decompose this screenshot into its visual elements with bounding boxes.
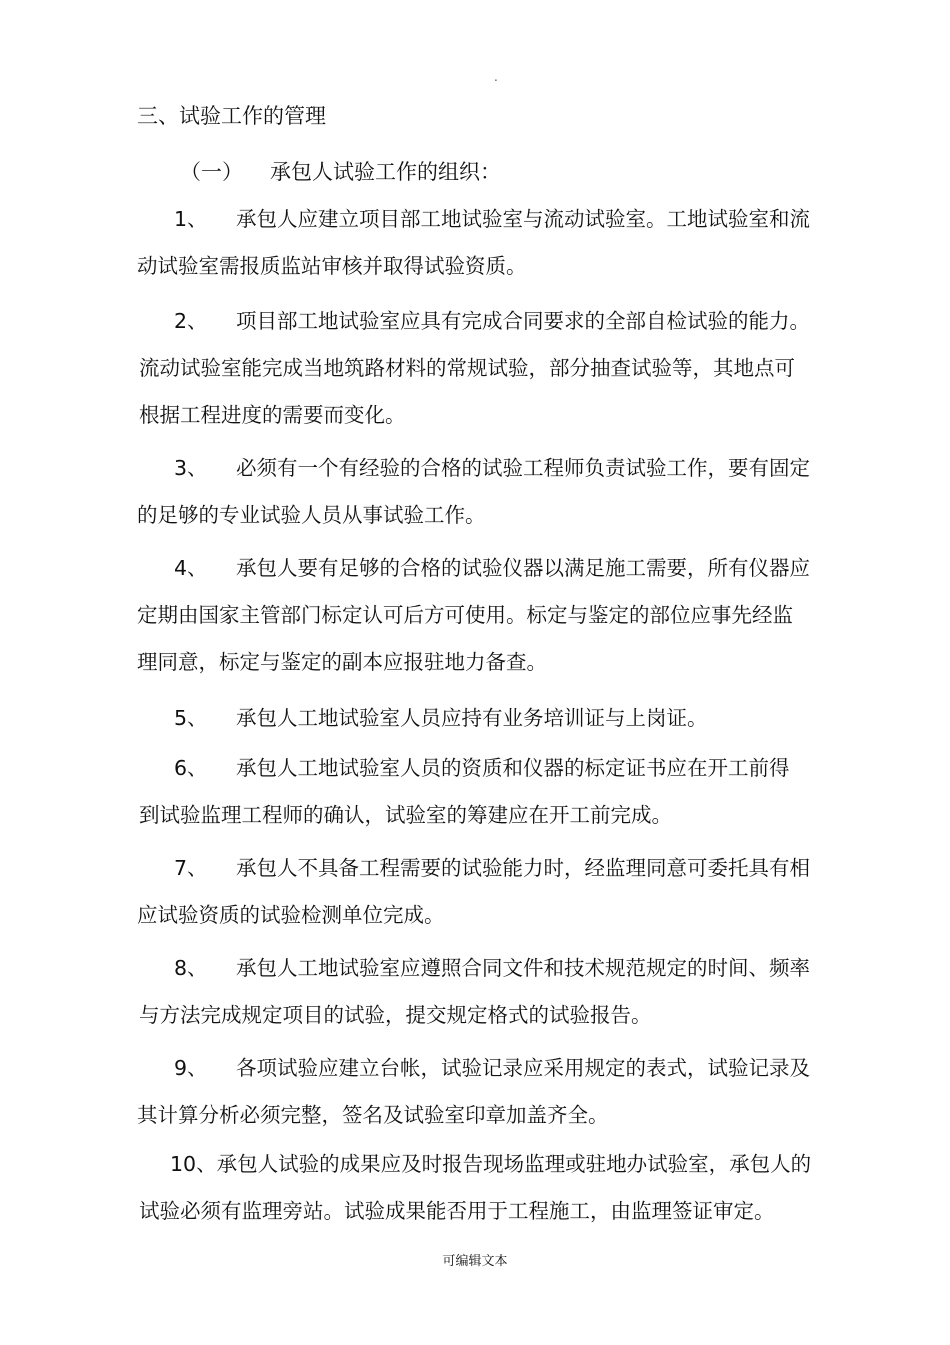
item-number: 10、 — [170, 1152, 217, 1176]
item-line: 承包人试验的成果应及时报告现场监理或驻地办试验室，承包人的 — [216, 1152, 812, 1176]
list-item — [137, 1141, 827, 1235]
item-line: 理同意，标定与鉴定的副本应报驻地力备查。 — [137, 650, 547, 674]
item-line: 与方法完成规定项目的试验，提交规定格式的试验报告。 — [139, 1003, 652, 1027]
subsection-label: （一） — [180, 160, 243, 184]
item-line: 承包人工地试验室人员的资质和仪器的标定证书应在开工前得 — [236, 756, 790, 780]
subsection-text: 承包人试验工作的组织： — [270, 160, 501, 184]
item-number: 2、 — [174, 309, 208, 333]
item-number: 3、 — [174, 456, 208, 480]
item-line: 根据工程进度的需要而变化。 — [139, 403, 406, 427]
list-item — [137, 445, 827, 539]
item-line: 各项试验应建立台帐，试验记录应采用规定的表式，试验记录及 — [236, 1056, 810, 1080]
item-line: 必须有一个有经验的合格的试验工程师负责试验工作，要有固定 — [236, 456, 810, 480]
item-number: 9、 — [174, 1056, 208, 1080]
item-line: 动试验室需报质监站审核并取得试验资质。 — [137, 254, 527, 278]
item-line: 应试验资质的试验检测单位完成。 — [137, 903, 445, 927]
item-line: 定期由国家主管部门标定认可后方可使用。标定与鉴定的部位应事先经监 — [137, 603, 793, 627]
item-number: 5、 — [174, 706, 208, 730]
list-item — [137, 545, 827, 686]
list-item — [137, 745, 827, 839]
item-line: 项目部工地试验室应具有完成合同要求的全部自检试验的能力。 — [236, 309, 810, 333]
section-title: 三、试验工作的管理 — [137, 104, 326, 128]
list-item — [137, 845, 827, 939]
list-item — [137, 298, 827, 439]
list-item — [137, 1045, 827, 1139]
list-item — [137, 196, 827, 290]
item-line: 其计算分析必须完整，签名及试验室印章加盖齐全。 — [137, 1103, 609, 1127]
item-line: 承包人不具备工程需要的试验能力时，经监理同意可委托具有相 — [236, 856, 810, 880]
item-line: 承包人工地试验室应遵照合同文件和技术规范规定的时间、频率 — [236, 956, 810, 980]
list-item — [137, 695, 827, 742]
item-line: 的足够的专业试验人员从事试验工作。 — [137, 503, 486, 527]
list-item — [137, 945, 827, 1039]
item-number: 6、 — [174, 756, 208, 780]
item-line: 试验必须有监理旁站。试验成果能否用于工程施工，由监理签证审定。 — [139, 1199, 775, 1223]
item-line: 承包人工地试验室人员应持有业务培训证与上岗证。 — [236, 706, 708, 730]
item-line: 承包人要有足够的合格的试验仪器以满足施工需要，所有仪器应 — [236, 556, 810, 580]
item-number: 4、 — [174, 556, 208, 580]
page-footer: 可编辑文本 — [442, 1254, 508, 1269]
item-line: 流动试验室能完成当地筑路材料的常规试验，部分抽查试验等，其地点可 — [139, 356, 795, 380]
item-number: 1、 — [174, 207, 208, 231]
item-number: 7、 — [174, 856, 208, 880]
header-mark: . — [494, 70, 498, 84]
item-number: 8、 — [174, 956, 208, 980]
subsection-heading — [180, 156, 501, 186]
item-line: 到试验监理工程师的确认，试验室的筹建应在开工前完成。 — [139, 803, 672, 827]
item-line: 承包人应建立项目部工地试验室与流动试验室。工地试验室和流 — [236, 207, 810, 231]
